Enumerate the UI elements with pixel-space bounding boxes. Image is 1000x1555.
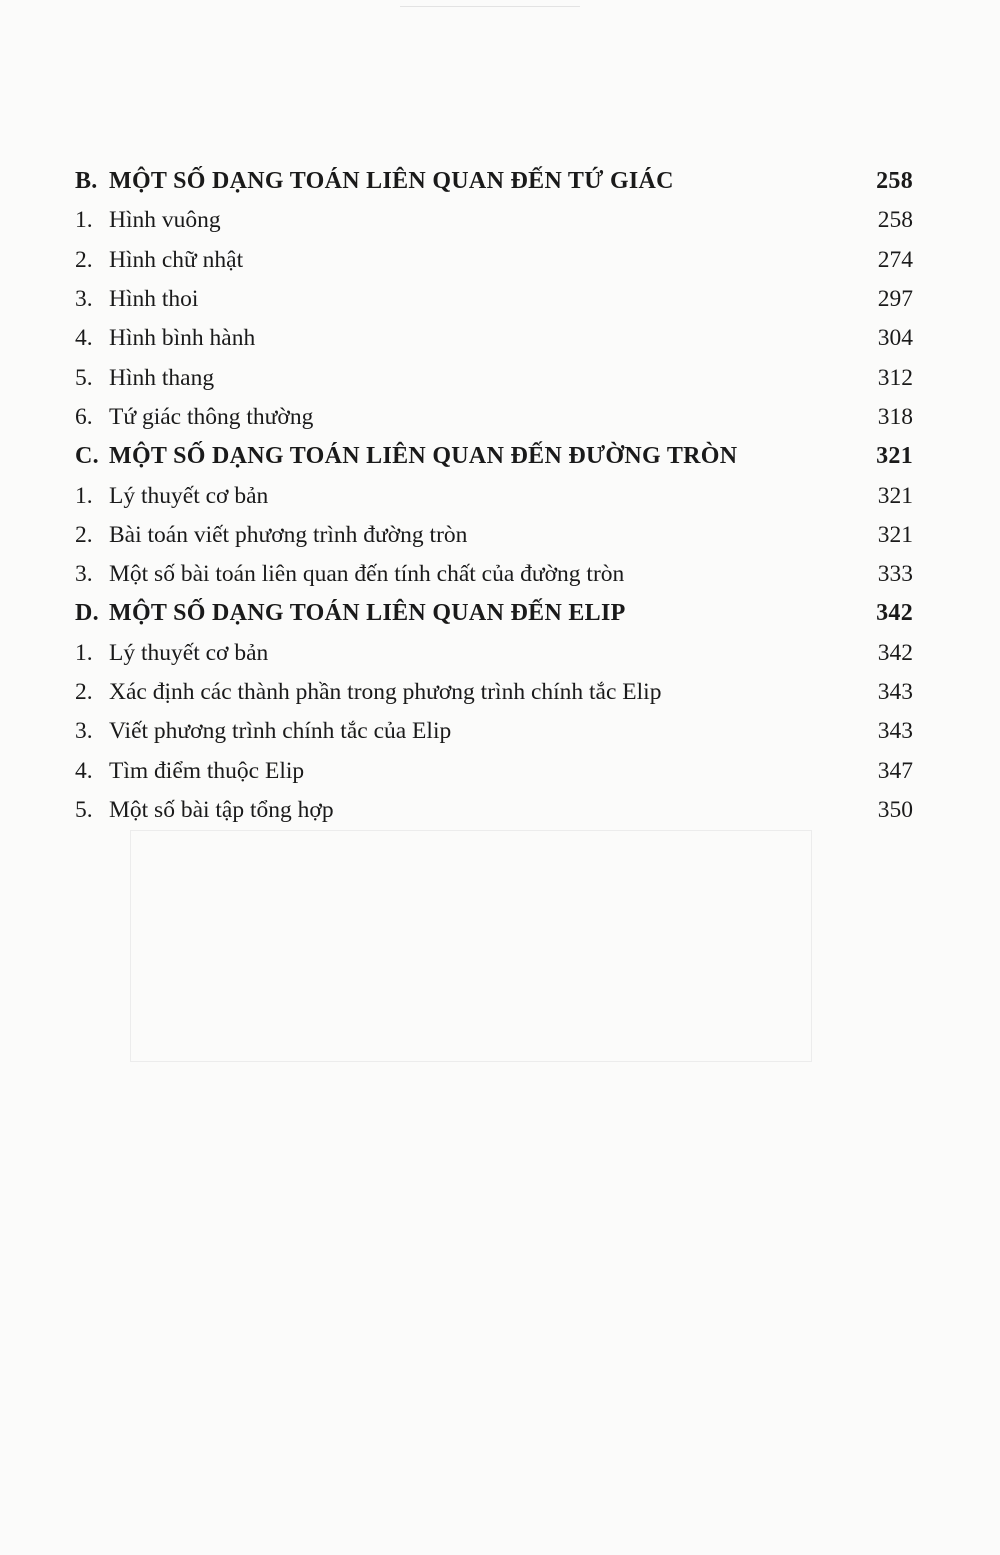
- item-page: 343: [877, 679, 913, 705]
- item-number: 3.: [75, 718, 93, 745]
- toc-section-b[interactable]: [75, 162, 913, 201]
- toc-section-d[interactable]: [75, 594, 913, 633]
- item-number: 1.: [75, 207, 93, 234]
- item-number: 3.: [75, 561, 93, 588]
- item-title: Lý thuyết cơ bản: [109, 482, 269, 509]
- item-number: 4.: [75, 757, 93, 784]
- toc-item[interactable]: [75, 712, 913, 751]
- section-page: 342: [876, 600, 913, 627]
- item-number: 4.: [75, 325, 93, 352]
- item-title: Một số bài toán liên quan đến tính chất của đường tròn: [109, 561, 625, 588]
- item-number: 5.: [75, 364, 93, 391]
- show-through-box: [130, 830, 812, 1062]
- item-title: Một số bài tập tổng hợp: [109, 796, 334, 823]
- item-page: 342: [877, 639, 913, 666]
- toc-item[interactable]: [75, 201, 913, 240]
- section-letter: D.: [75, 600, 99, 627]
- item-title: Tìm điểm thuộc Elip: [109, 757, 305, 784]
- section-title: MỘT SỐ DẠNG TOÁN LIÊN QUAN ĐẾN ĐƯỜNG TRÒN: [109, 443, 738, 470]
- item-page: 297: [877, 286, 913, 313]
- item-number: 3.: [75, 286, 93, 313]
- section-title: MỘT SỐ DẠNG TOÁN LIÊN QUAN ĐẾN TỨ GIÁC: [109, 168, 674, 195]
- toc-item[interactable]: [75, 476, 913, 515]
- item-title: Hình thoi: [109, 286, 199, 313]
- toc-item[interactable]: [75, 280, 913, 319]
- toc-item[interactable]: [75, 634, 913, 673]
- toc-item[interactable]: [75, 555, 913, 594]
- item-title: Bài toán viết phương trình đường tròn: [109, 521, 468, 548]
- section-page: 258: [876, 168, 913, 195]
- item-title: Viết phương trình chính tắc của Elip: [109, 718, 452, 745]
- item-number: 5.: [75, 796, 93, 823]
- item-number: 2.: [75, 679, 93, 705]
- toc-item[interactable]: [75, 319, 913, 358]
- toc-item[interactable]: [75, 791, 913, 830]
- item-title: Hình thang: [109, 364, 215, 391]
- item-number: 6.: [75, 403, 93, 430]
- section-letter: C.: [75, 443, 99, 470]
- item-number: 2.: [75, 246, 93, 273]
- toc-item[interactable]: [75, 398, 913, 437]
- item-page: 304: [877, 325, 913, 352]
- toc-item[interactable]: [75, 673, 913, 712]
- toc-item[interactable]: [75, 358, 913, 397]
- item-number: 1.: [75, 639, 93, 666]
- section-page: 321: [876, 443, 913, 470]
- toc-section-c[interactable]: [75, 437, 913, 476]
- item-title: Tứ giác thông thường: [109, 403, 314, 430]
- table-of-contents: [75, 162, 913, 830]
- item-page: 312: [877, 364, 913, 391]
- toc-item[interactable]: [75, 241, 913, 280]
- item-page: 321: [877, 482, 913, 509]
- section-title: MỘT SỐ DẠNG TOÁN LIÊN QUAN ĐẾN ELIP: [109, 600, 626, 627]
- item-page: 274: [877, 246, 913, 273]
- item-page: 321: [877, 521, 913, 548]
- item-number: 1.: [75, 482, 93, 509]
- toc-item[interactable]: [75, 751, 913, 790]
- item-page: 347: [877, 757, 913, 784]
- item-page: 343: [877, 718, 913, 745]
- item-title: Lý thuyết cơ bản: [109, 639, 269, 666]
- page-edge-mark: [400, 0, 580, 7]
- item-title: Hình bình hành: [109, 325, 256, 352]
- item-page: 333: [877, 561, 913, 588]
- item-title: Hình vuông: [109, 207, 221, 234]
- item-title: Xác định các thành phần trong phương trình chính tắc Elip: [109, 679, 662, 705]
- item-page: 258: [877, 207, 913, 234]
- toc-item[interactable]: [75, 516, 913, 555]
- item-number: 2.: [75, 521, 93, 548]
- item-page: 350: [877, 796, 913, 823]
- item-title: Hình chữ nhật: [109, 246, 244, 273]
- item-page: 318: [877, 403, 913, 430]
- section-letter: B.: [75, 168, 98, 195]
